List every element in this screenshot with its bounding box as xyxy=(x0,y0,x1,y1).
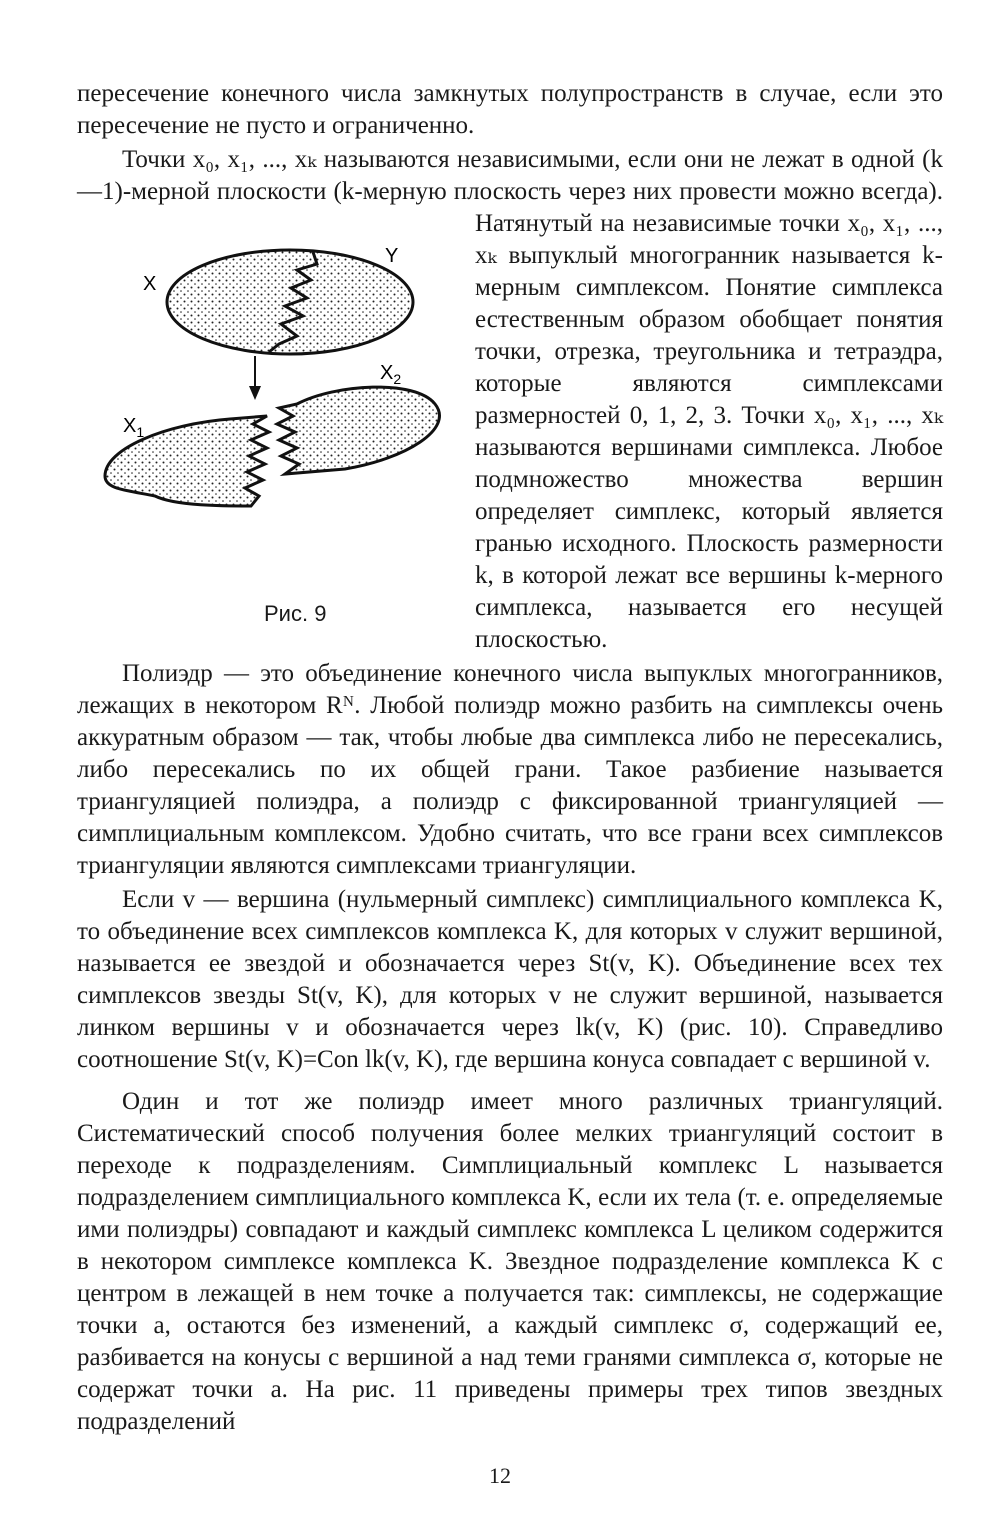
figure-9-drawing xyxy=(85,244,445,574)
paragraph-2-part-b: x₀, x₁, ..., xₖ выпуклый многогранник называется k-мерным симплексом. Понятие симплекса естественным образом обобщает понятия точки, отрезка, треугольника и тетраэдра, которые являются симплексами размерностей 0, 1, 2, 3. Точки x₀, x₁, ..., xₖ называются вершинами симплекса. Любое подмножество множества вершин определяет симплекс, который является гранью исходного. Плоскость размерности k, в которой лежат все вершины k-мерного симплекса, называется его несущей плоскостью. xyxy=(475,210,943,653)
paragraph-5: Один и тот же полиэдр имеет много различных триангуляций. Систематический способ получения более мелких триангуляций состоит в переходе к подразделениям. Симплициальный комплекс L называется подразделением симплициального комплекса K, если их тела (т. е. определяемые ими полиэдры) совпадают и каждый симплекс комплекса L целиком содержится в некотором симплексе комплекса K. Звездное подразделение комплекса K с центром в лежащей в нем точке a получается так: симплексы, не содержащие точки a, остаются без изменений, а каждый симплекс σ, содержащий ее, разбивается на конусы с вершиной a над теми гранями симплекса σ, которые не содержат точки a. На рис. 11 приведены примеры трех типов звездных подразделений xyxy=(77,1088,943,1435)
page-body xyxy=(77,78,943,1438)
page-number: 12 xyxy=(489,1463,511,1488)
paragraph-2-part-a: Точки x₀, x₁, ..., xₖ называются независимыми, если они не лежат в одной (k—1)-мерной плоскости (k-мерную плоскость через них провести можно всегда). Натянутый на независимые точки xyxy=(77,146,943,237)
paragraph-1: пересечение конечного числа замкнутых полупространств в случае, если это пересечение не пусто и ограниченно. xyxy=(77,80,943,139)
paragraph-2-intro xyxy=(77,144,943,656)
paragraph-2 xyxy=(77,146,943,653)
paragraph-3: Полиэдр — это объединение конечного числа выпуклых многогранников, лежащих в некотором Rᴺ. Любой полиэдр можно разбить на симплексы очень аккуратным образом — так, чтобы любые два симплекса либо не пересекались, либо пересекались по их общей грани. Такое разбиение называется триангуляцией полиэдра, а полиэдр с фиксированной триангуляцией — симплициальным комплексом. Удобно считать, что все грани всех симплексов триангуляции являются симплексами триангуляции. xyxy=(77,660,943,879)
label-x: X xyxy=(143,273,157,295)
figure-caption: Рис. 9 xyxy=(264,601,327,626)
paragraph-4: Если v — вершина (нульмерный симплекс) симплициального комплекса K, то объединение всех симплексов комплекса K, для которых v служит вершиной, называется ее звездой и обозначается через St(v, K). Объединение всех тех симплексов звезды St(v, K), для которых v не служит вершиной, называется линком вершины v и обозначается через lk(v, K) (рис. 10). Справедливо соотношение St(v, K)=Con lk(v, K), где вершина конуса совпадает с вершиной v. xyxy=(77,886,943,1073)
figure-9 xyxy=(0,208,467,650)
label-x1: $X_1$ xyxy=(123,415,145,440)
arrow-head-shape xyxy=(249,386,261,400)
label-x2: $X_2$ xyxy=(380,362,402,387)
piece-x2-shape xyxy=(277,387,439,474)
label-y: Y xyxy=(385,245,399,267)
